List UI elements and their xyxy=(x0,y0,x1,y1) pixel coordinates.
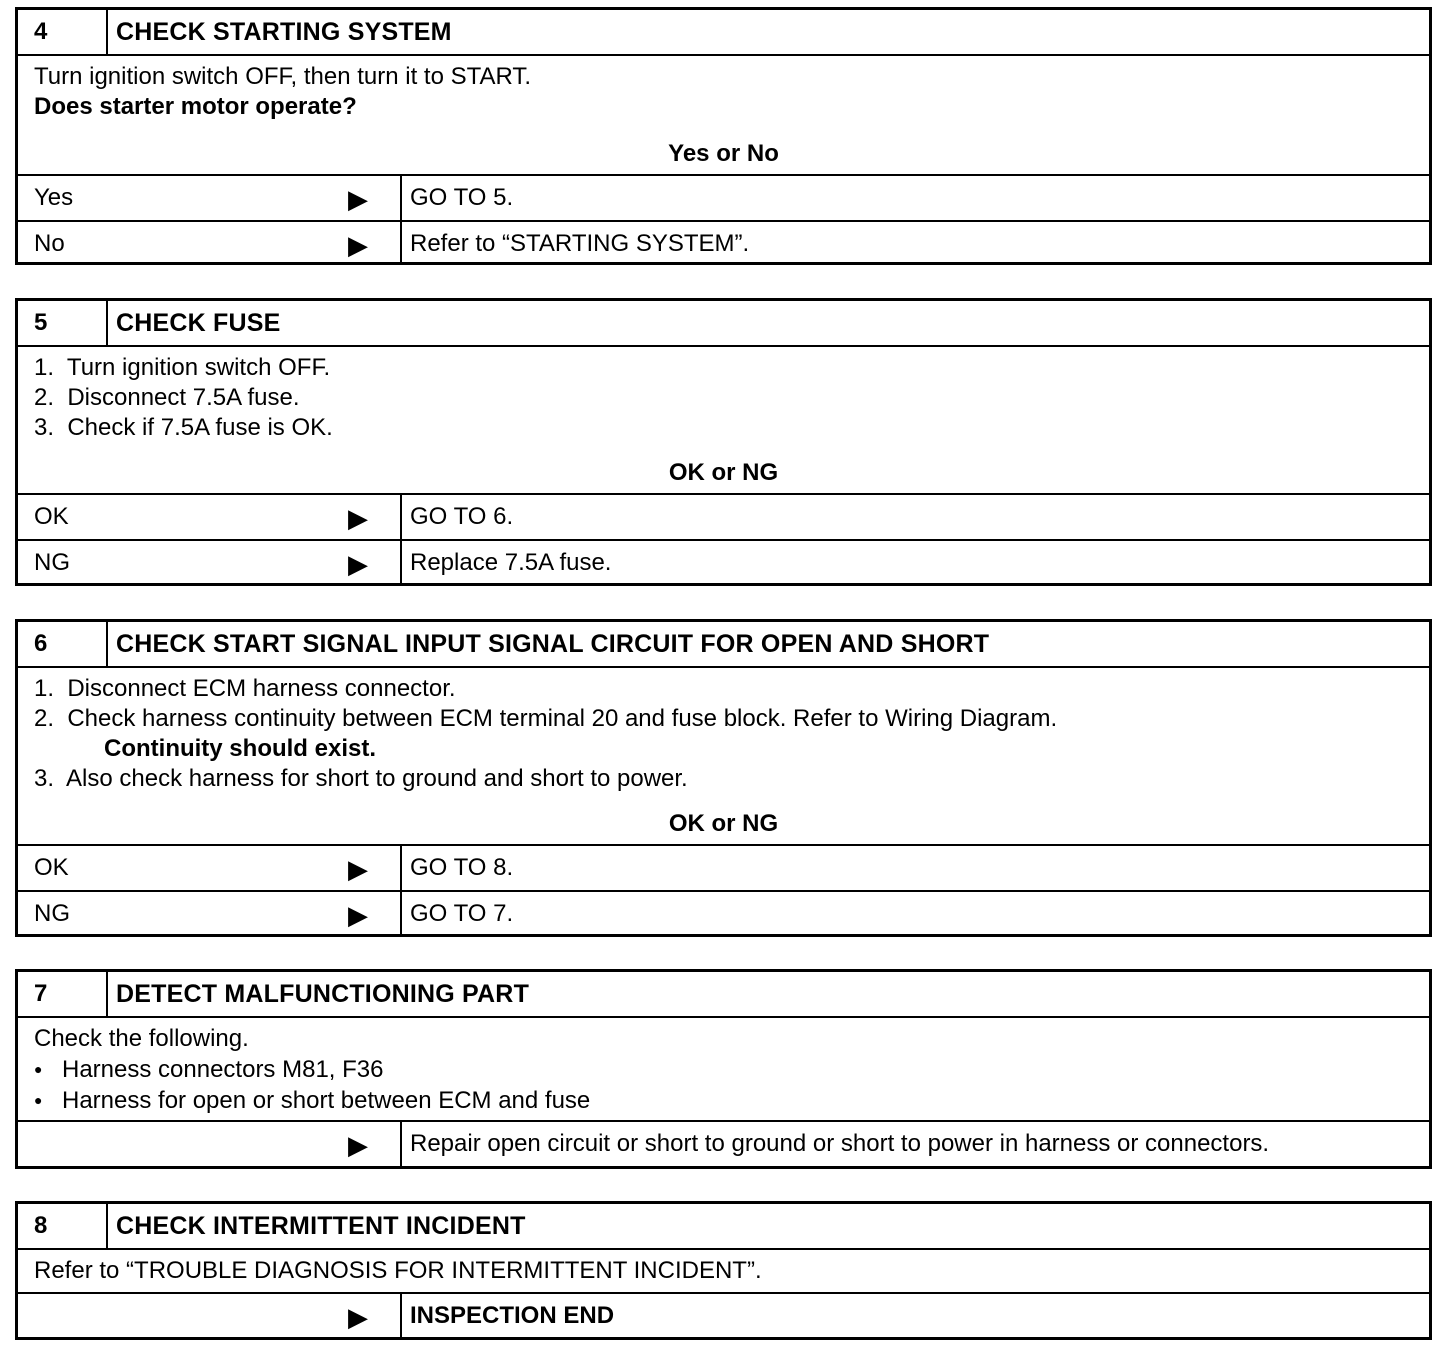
step-header xyxy=(18,622,1429,668)
step-number: 8 xyxy=(18,1204,108,1248)
arrow-right-icon: ▶ xyxy=(348,549,368,579)
instruction-line: 3. Check if 7.5A fuse is OK. xyxy=(34,414,333,441)
step-7-box xyxy=(15,969,1432,1169)
result-action: INSPECTION END xyxy=(410,1302,615,1329)
result-row xyxy=(18,539,1429,583)
step-title: CHECK INTERMITTENT INCIDENT xyxy=(116,1212,526,1240)
result-row xyxy=(18,176,1429,220)
arrow-right-icon: ▶ xyxy=(348,230,368,260)
list-item: ● Harness connectors M81, F36 xyxy=(34,1054,1413,1085)
arrow-right-icon: ▶ xyxy=(348,1130,368,1160)
arrow-right-icon: ▶ xyxy=(348,900,368,930)
instruction-line: 3. Also check harness for short to ground and short to power. xyxy=(34,765,688,792)
result-action: GO TO 8. xyxy=(410,854,514,881)
instruction-line: 2. Check harness continuity between ECM terminal 20 and fuse block. Refer to Wiring Diagram. xyxy=(34,705,1058,732)
question-text: Does starter motor operate? xyxy=(34,93,357,120)
check-list xyxy=(34,1054,1413,1116)
step-header xyxy=(18,301,1429,347)
step-title: CHECK START SIGNAL INPUT SIGNAL CIRCUIT FOR OPEN AND SHORT xyxy=(116,630,990,658)
result-label: No xyxy=(34,230,65,257)
arrow-right-icon: ▶ xyxy=(348,854,368,884)
step-instructions xyxy=(18,1250,1429,1294)
arrow-right-icon: ▶ xyxy=(348,184,368,214)
result-action: GO TO 7. xyxy=(410,900,514,927)
result-label: NG xyxy=(34,900,70,927)
step-instructions xyxy=(18,347,1429,451)
judgement-label: OK or NG xyxy=(18,802,1429,846)
step-header xyxy=(18,972,1429,1018)
result-row xyxy=(18,220,1429,264)
step-5-box xyxy=(15,298,1432,586)
judgement-label: OK or NG xyxy=(18,451,1429,495)
step-number: 5 xyxy=(18,301,108,345)
result-action: Refer to “STARTING SYSTEM”. xyxy=(410,230,750,257)
result-action: GO TO 6. xyxy=(410,503,514,530)
step-number: 4 xyxy=(18,10,108,54)
step-number: 7 xyxy=(18,972,108,1016)
list-item: ● Harness for open or short between ECM and fuse xyxy=(34,1085,1413,1116)
spec-text: Continuity should exist. xyxy=(104,735,377,762)
step-4-box xyxy=(15,7,1432,265)
instruction-line: 2. Disconnect 7.5A fuse. xyxy=(34,384,300,411)
step-number: 6 xyxy=(18,622,108,666)
step-8-box xyxy=(15,1201,1432,1340)
instruction-line: 1. Disconnect ECM harness connector. xyxy=(34,675,456,702)
instruction-line: Check the following. xyxy=(34,1025,249,1052)
result-row xyxy=(18,1294,1429,1338)
step-6-box xyxy=(15,619,1432,937)
step-instructions xyxy=(18,56,1429,132)
result-label: Yes xyxy=(34,184,74,211)
arrow-right-icon: ▶ xyxy=(348,1302,368,1332)
result-action: Replace 7.5A fuse. xyxy=(410,549,612,576)
step-title: DETECT MALFUNCTIONING PART xyxy=(116,980,530,1008)
result-action: GO TO 5. xyxy=(410,184,514,211)
judgement-label: Yes or No xyxy=(18,132,1429,176)
result-row xyxy=(18,495,1429,539)
result-label: NG xyxy=(34,549,70,576)
arrow-right-icon: ▶ xyxy=(348,503,368,533)
step-header xyxy=(18,10,1429,56)
result-row xyxy=(18,1122,1429,1166)
step-title: CHECK STARTING SYSTEM xyxy=(116,18,452,46)
step-header xyxy=(18,1204,1429,1250)
instruction-line: 1. Turn ignition switch OFF. xyxy=(34,354,331,381)
instruction-line: Refer to “TROUBLE DIAGNOSIS FOR INTERMITTENT INCIDENT”. xyxy=(34,1257,762,1284)
step-instructions xyxy=(18,668,1429,802)
result-row xyxy=(18,890,1429,934)
result-label: OK xyxy=(34,854,69,881)
result-label: OK xyxy=(34,503,69,530)
result-action: Repair open circuit or short to ground or short to power in harness or connectors. xyxy=(410,1130,1270,1157)
step-title: CHECK FUSE xyxy=(116,309,281,337)
step-instructions xyxy=(18,1018,1429,1122)
instruction-line: Turn ignition switch OFF, then turn it to START. xyxy=(34,63,532,90)
result-row xyxy=(18,846,1429,890)
